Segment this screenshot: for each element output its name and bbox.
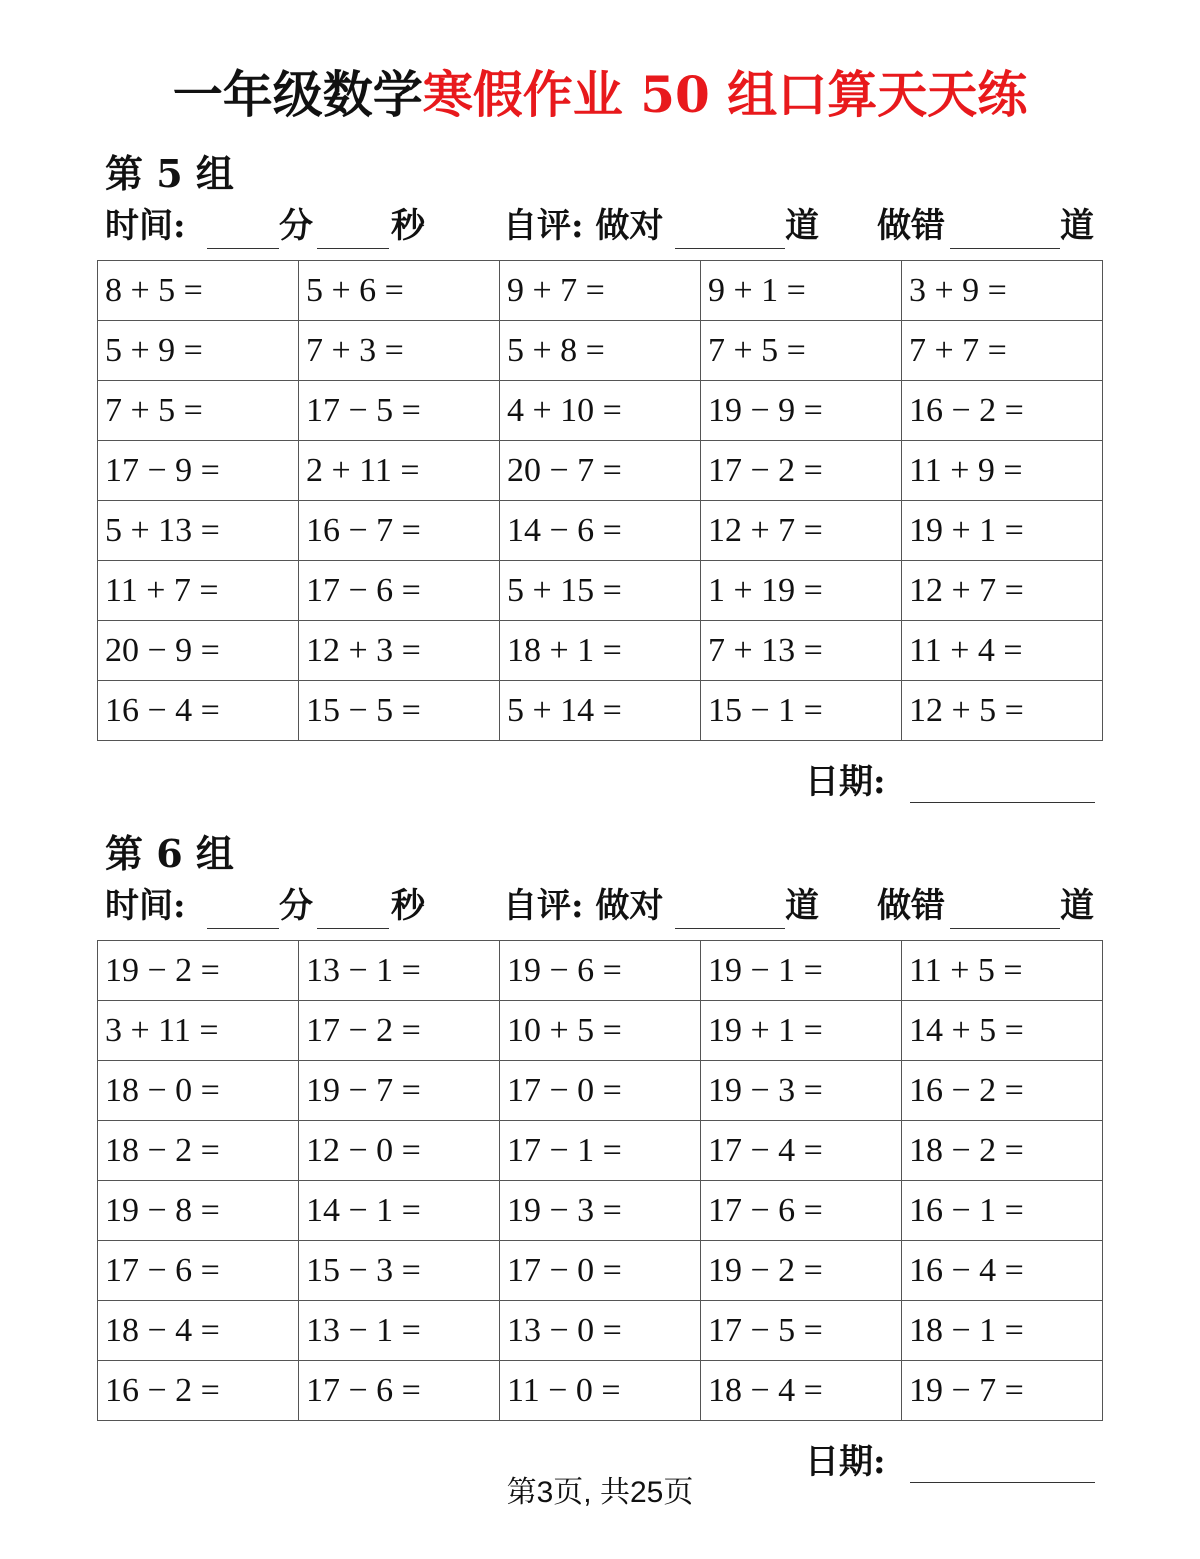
- problem-cell[interactable]: 17 − 6 =: [701, 1181, 902, 1241]
- title-part-red: 寒假作业 50 组口算天天练: [422, 65, 1028, 124]
- group-6-label: 第 6 组: [105, 831, 234, 876]
- problem-cell[interactable]: 17 − 6 =: [299, 561, 500, 621]
- problem-cell[interactable]: 16 − 2 =: [902, 381, 1103, 441]
- table-row: [98, 501, 1103, 561]
- problem-cell[interactable]: 10 + 5 =: [500, 1001, 701, 1061]
- problem-cell[interactable]: 17 − 2 =: [299, 1001, 500, 1061]
- problem-cell[interactable]: 20 − 9 =: [98, 621, 299, 681]
- problem-cell[interactable]: 5 + 15 =: [500, 561, 701, 621]
- problem-cell[interactable]: 5 + 9 =: [98, 321, 299, 381]
- title-part-black: 一年级数学: [172, 65, 423, 124]
- problem-cell[interactable]: 17 − 0 =: [500, 1061, 701, 1121]
- problem-cell[interactable]: 19 − 1 =: [701, 941, 902, 1001]
- problem-cell[interactable]: 19 + 1 =: [902, 501, 1103, 561]
- problem-cell[interactable]: 15 − 1 =: [701, 681, 902, 741]
- problem-cell[interactable]: 17 − 2 =: [701, 441, 902, 501]
- correct-unit-label: 道: [785, 206, 819, 246]
- date-blank[interactable]: [910, 802, 1095, 803]
- problem-cell[interactable]: 15 − 5 =: [299, 681, 500, 741]
- table-row: [98, 1001, 1103, 1061]
- problem-cell[interactable]: 1 + 19 =: [701, 561, 902, 621]
- table-row: [98, 1241, 1103, 1301]
- problem-cell[interactable]: 2 + 11 =: [299, 441, 500, 501]
- group-6-table: [97, 940, 1103, 1421]
- problem-cell[interactable]: 7 + 5 =: [701, 321, 902, 381]
- problem-cell[interactable]: 18 + 1 =: [500, 621, 701, 681]
- problem-cell[interactable]: 13 − 1 =: [299, 1301, 500, 1361]
- table-row: [98, 1061, 1103, 1121]
- problem-cell[interactable]: 16 − 4 =: [98, 681, 299, 741]
- seconds-label: 秒: [391, 886, 425, 926]
- seconds-blank[interactable]: [317, 248, 389, 249]
- problem-cell[interactable]: 19 − 7 =: [902, 1361, 1103, 1421]
- problem-cell[interactable]: 19 − 7 =: [299, 1061, 500, 1121]
- problem-cell[interactable]: 8 + 5 =: [98, 261, 299, 321]
- table-row: [98, 1121, 1103, 1181]
- self-eval-label: 自评: 做对: [503, 886, 664, 926]
- problem-cell[interactable]: 18 − 2 =: [98, 1121, 299, 1181]
- minutes-blank[interactable]: [207, 248, 279, 249]
- group-5-date: [805, 762, 1100, 805]
- problem-cell[interactable]: 18 − 2 =: [902, 1121, 1103, 1181]
- group-5-meta-row: [105, 203, 1100, 253]
- date-label: 日期:: [805, 762, 886, 802]
- wrong-count-blank[interactable]: [950, 248, 1060, 249]
- correct-unit-label: 道: [785, 886, 819, 926]
- seconds-label: 秒: [391, 206, 425, 246]
- wrong-label: 做错: [877, 206, 945, 246]
- group-6-meta-row: [105, 883, 1100, 933]
- problem-cell[interactable]: 3 + 11 =: [98, 1001, 299, 1061]
- problem-cell[interactable]: 11 + 9 =: [902, 441, 1103, 501]
- problem-cell[interactable]: 14 + 5 =: [902, 1001, 1103, 1061]
- problem-cell[interactable]: 14 − 1 =: [299, 1181, 500, 1241]
- date-label: 日期:: [805, 1442, 886, 1482]
- problem-cell[interactable]: 17 − 6 =: [98, 1241, 299, 1301]
- problem-cell[interactable]: 11 − 0 =: [500, 1361, 701, 1421]
- problem-cell[interactable]: 19 − 2 =: [98, 941, 299, 1001]
- problem-cell[interactable]: 18 − 4 =: [701, 1361, 902, 1421]
- problem-cell[interactable]: 16 − 2 =: [98, 1361, 299, 1421]
- time-label: 时间:: [105, 206, 186, 246]
- problem-cell[interactable]: 13 − 1 =: [299, 941, 500, 1001]
- correct-count-blank[interactable]: [675, 928, 785, 929]
- table-row: [98, 621, 1103, 681]
- problem-cell[interactable]: 7 + 5 =: [98, 381, 299, 441]
- correct-count-blank[interactable]: [675, 248, 785, 249]
- problem-cell[interactable]: 17 − 4 =: [701, 1121, 902, 1181]
- page-footer: 第3页, 共25页: [506, 1476, 694, 1509]
- problem-cell[interactable]: 18 − 0 =: [98, 1061, 299, 1121]
- problem-cell[interactable]: 16 − 7 =: [299, 501, 500, 561]
- seconds-blank[interactable]: [317, 928, 389, 929]
- table-row: [98, 941, 1103, 1001]
- problem-cell[interactable]: 16 − 4 =: [902, 1241, 1103, 1301]
- problem-cell[interactable]: 19 − 9 =: [701, 381, 902, 441]
- minutes-label: 分: [279, 206, 313, 246]
- problem-cell[interactable]: 7 + 3 =: [299, 321, 500, 381]
- problem-cell[interactable]: 5 + 13 =: [98, 501, 299, 561]
- problem-cell[interactable]: 18 − 1 =: [902, 1301, 1103, 1361]
- problem-cell[interactable]: 5 + 6 =: [299, 261, 500, 321]
- problem-cell[interactable]: 17 − 0 =: [500, 1241, 701, 1301]
- problem-cell[interactable]: 17 − 5 =: [701, 1301, 902, 1361]
- problem-cell[interactable]: 12 + 3 =: [299, 621, 500, 681]
- problem-cell[interactable]: 19 + 1 =: [701, 1001, 902, 1061]
- problem-cell[interactable]: 9 + 7 =: [500, 261, 701, 321]
- problem-cell[interactable]: 12 + 7 =: [701, 501, 902, 561]
- problem-cell[interactable]: 17 − 6 =: [299, 1361, 500, 1421]
- time-label: 时间:: [105, 886, 186, 926]
- minutes-blank[interactable]: [207, 928, 279, 929]
- problem-cell[interactable]: 19 − 3 =: [701, 1061, 902, 1121]
- problem-cell[interactable]: 5 + 14 =: [500, 681, 701, 741]
- problem-cell[interactable]: 19 − 8 =: [98, 1181, 299, 1241]
- problem-cell[interactable]: 15 − 3 =: [299, 1241, 500, 1301]
- table-row: [98, 561, 1103, 621]
- table-row: [98, 441, 1103, 501]
- problem-cell[interactable]: 17 − 5 =: [299, 381, 500, 441]
- wrong-unit-label: 道: [1060, 886, 1094, 926]
- wrong-label: 做错: [877, 886, 945, 926]
- problem-cell[interactable]: 3 + 9 =: [902, 261, 1103, 321]
- problem-cell[interactable]: 12 + 7 =: [902, 561, 1103, 621]
- table-row: [98, 1361, 1103, 1421]
- problem-cell[interactable]: 13 − 0 =: [500, 1301, 701, 1361]
- problem-cell[interactable]: 12 + 5 =: [902, 681, 1103, 741]
- page-title: [0, 55, 1200, 127]
- problem-cell[interactable]: 18 − 4 =: [98, 1301, 299, 1361]
- problem-cell[interactable]: 12 − 0 =: [299, 1121, 500, 1181]
- problem-cell[interactable]: 19 − 6 =: [500, 941, 701, 1001]
- problem-cell[interactable]: 5 + 8 =: [500, 321, 701, 381]
- problem-cell[interactable]: 9 + 1 =: [701, 261, 902, 321]
- problem-cell[interactable]: 11 + 5 =: [902, 941, 1103, 1001]
- problem-cell[interactable]: 19 − 2 =: [701, 1241, 902, 1301]
- self-eval-label: 自评: 做对: [503, 206, 664, 246]
- problem-cell[interactable]: 19 − 3 =: [500, 1181, 701, 1241]
- problem-cell[interactable]: 16 − 2 =: [902, 1061, 1103, 1121]
- wrong-unit-label: 道: [1060, 206, 1094, 246]
- problem-cell[interactable]: 4 + 10 =: [500, 381, 701, 441]
- problem-cell[interactable]: 20 − 7 =: [500, 441, 701, 501]
- problem-cell[interactable]: 7 + 7 =: [902, 321, 1103, 381]
- problem-cell[interactable]: 16 − 1 =: [902, 1181, 1103, 1241]
- table-row: [98, 1301, 1103, 1361]
- table-row: [98, 321, 1103, 381]
- table-row: [98, 1181, 1103, 1241]
- minutes-label: 分: [279, 886, 313, 926]
- problem-cell[interactable]: 11 + 7 =: [98, 561, 299, 621]
- problem-cell[interactable]: 17 − 1 =: [500, 1121, 701, 1181]
- table-row: [98, 261, 1103, 321]
- group-5-table: [97, 260, 1103, 741]
- table-row: [98, 681, 1103, 741]
- problem-cell[interactable]: 17 − 9 =: [98, 441, 299, 501]
- problem-cell[interactable]: 7 + 13 =: [701, 621, 902, 681]
- table-row: [98, 381, 1103, 441]
- problem-cell[interactable]: 14 − 6 =: [500, 501, 701, 561]
- wrong-count-blank[interactable]: [950, 928, 1060, 929]
- problem-cell[interactable]: 11 + 4 =: [902, 621, 1103, 681]
- group-5-label: 第 5 组: [105, 151, 234, 196]
